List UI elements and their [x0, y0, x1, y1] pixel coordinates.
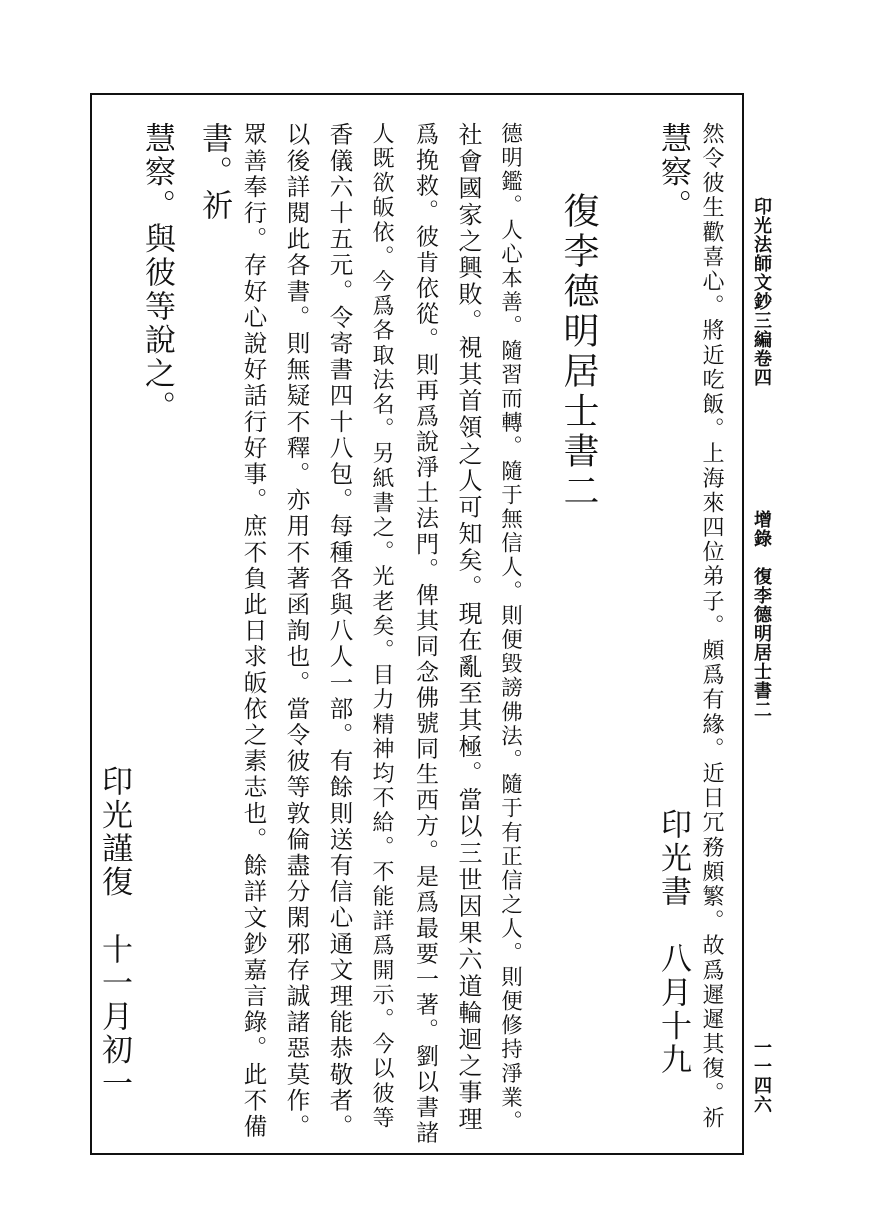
letter-line-6: 以後詳閱此各書。則無疑不釋。亦用不著函詢也。當令彼等敦倫盡分閑邪存誠諸惡莫作。: [282, 122, 311, 1140]
letter-line-7: 眾善奉行。存好心說好話行好事。庶不負此日求皈依之素志也。餘詳文鈔嘉言錄。此不備: [239, 122, 268, 1140]
letter-line-8: 書。祈: [196, 122, 232, 223]
letter-signature: 印光謹復 十一月初一: [96, 765, 132, 1101]
letter-line-4: 人既欲皈依。今爲各取法名。另紙書之。光老矣。目力精神均不給。不能詳爲開示。今以彼等: [369, 122, 394, 1131]
letter-line-1: 德明鑑。人心本善。隨習而轉。隨于無信人。則便毀謗佛法。隨于有正信之人。則便修持淨業。: [497, 122, 523, 1135]
letter-line-2: 社會國家之興敗。視其首領之人可知矣。現在亂至其極。當以三世因果六道輪迴之事理: [454, 122, 482, 1133]
letter-title: 復李德明居士書二: [558, 192, 599, 512]
page-number: 一一四六: [751, 1038, 772, 1114]
letter-line-3: 爲挽救。彼肯依從。則再爲說淨土法門。俾其同念佛號同生西方。是爲最要一著。劉以書諸: [412, 122, 438, 1146]
section-title: 增錄 復李德明居士書二: [751, 510, 772, 719]
letter1-line-2: 慧察。: [655, 122, 691, 223]
letter-line-5: 香儀六十五元。令寄書四十八包。每種各與八人一部。有餘則送有信心通文理能恭敬者。: [325, 122, 354, 1140]
letter-line-9: 慧察。與彼等說之。: [139, 122, 175, 425]
letter1-line-1: 然令彼生歡喜心。將近吃飯。上海來四位弟子。頗爲有緣。近日冗務頗繁。故爲遲遲其復。祈: [699, 122, 724, 1131]
letter1-signature: 印光書 八月十九: [655, 808, 691, 1077]
book-title: 印光法師文鈔三編卷四: [751, 197, 772, 387]
